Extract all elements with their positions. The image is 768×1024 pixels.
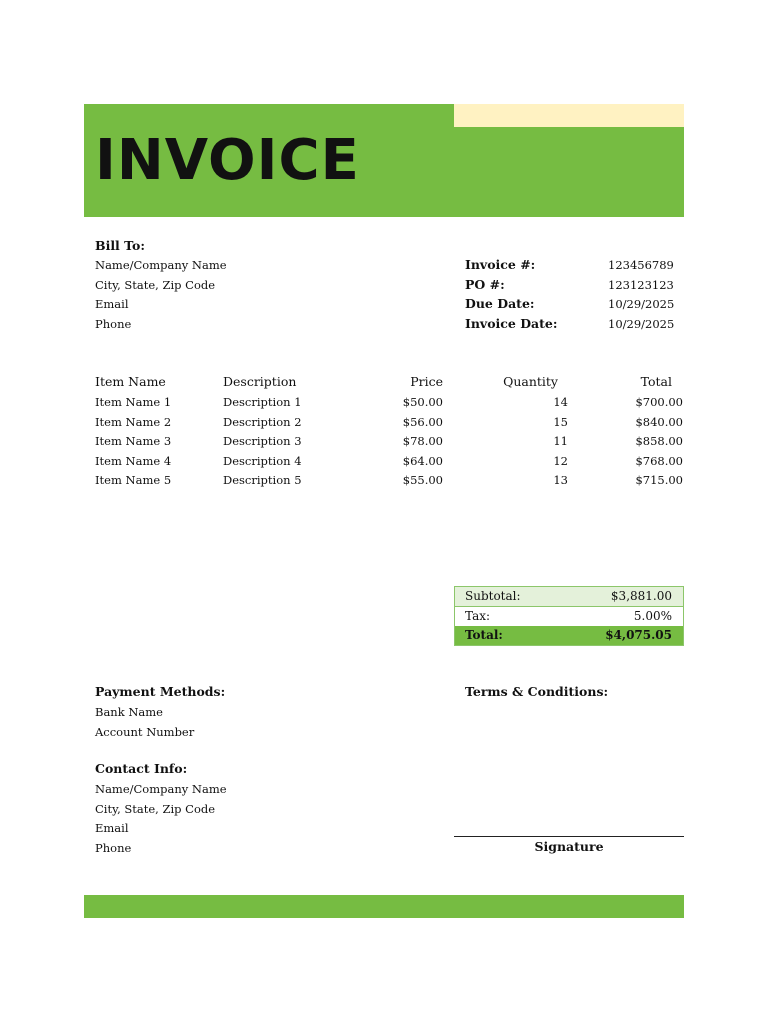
- item-quantity-cell: 14: [553, 395, 568, 409]
- contact-info-label: Contact Info:: [95, 761, 188, 776]
- item-total-cell: $715.00: [635, 473, 683, 487]
- invoice-number-label: Invoice #:: [465, 257, 536, 272]
- due-date-label: Due Date:: [465, 296, 535, 311]
- po-number-value: 123123123: [608, 277, 674, 292]
- meta-row-invoice-number: [465, 257, 684, 277]
- subtotal-row: [455, 587, 683, 607]
- items-header-row: [95, 373, 684, 394]
- header-accent-bar: [454, 104, 684, 127]
- item-total-cell: $700.00: [635, 395, 683, 409]
- table-row: [95, 433, 684, 453]
- table-row: [95, 453, 684, 473]
- table-row: [95, 414, 684, 434]
- tax-row: [455, 607, 683, 626]
- account-number: Account Number: [95, 724, 195, 739]
- bill-to-phone: Phone: [95, 316, 132, 331]
- subtotal-label: Subtotal:: [465, 589, 521, 603]
- footer-band: [84, 895, 684, 918]
- item-quantity-cell: 12: [553, 453, 568, 468]
- invoice-title: INVOICE: [95, 128, 360, 193]
- col-header-item-name: Item Name: [95, 374, 166, 389]
- item-price-cell: $56.00: [402, 414, 443, 429]
- invoice-meta: [465, 257, 684, 335]
- contact-city: City, State, Zip Code: [95, 801, 216, 816]
- meta-row-po-number: [465, 277, 684, 297]
- item-price-cell: $55.00: [402, 473, 443, 487]
- invoice-number-value: 123456789: [608, 258, 674, 272]
- item-description-cell: Description 5: [223, 473, 302, 487]
- table-row: [95, 394, 684, 414]
- col-header-price: Price: [410, 374, 443, 389]
- item-total-cell: $768.00: [635, 453, 683, 468]
- total-label: Total:: [465, 628, 503, 642]
- item-total-cell: $858.00: [635, 434, 683, 448]
- col-header-total: Total: [640, 374, 672, 389]
- contact-email: Email: [95, 821, 129, 835]
- item-name-cell: Item Name 3: [95, 434, 172, 448]
- item-description-cell: Description 1: [223, 395, 302, 409]
- item-quantity-cell: 15: [553, 414, 568, 429]
- contact-info-details: [95, 781, 227, 859]
- bank-name: Bank Name: [95, 705, 163, 719]
- contact-name: Name/Company Name: [95, 782, 227, 796]
- invoice-date-value: 10/29/2025: [608, 316, 675, 331]
- col-header-description: Description: [223, 374, 297, 389]
- total-row: [455, 626, 683, 645]
- payment-methods-label: Payment Methods:: [95, 684, 226, 699]
- tax-label: Tax:: [465, 609, 491, 623]
- signature-label: Signature: [534, 839, 604, 854]
- item-quantity-cell: 13: [553, 473, 568, 487]
- payment-methods-details: [95, 704, 194, 743]
- contact-phone: Phone: [95, 840, 132, 855]
- items-table: [95, 373, 684, 492]
- bill-to-email: Email: [95, 297, 129, 311]
- item-name-cell: Item Name 4: [95, 453, 172, 468]
- bill-to-address: [95, 257, 227, 335]
- invoice-date-label: Invoice Date:: [465, 315, 558, 331]
- col-header-quantity: Quantity: [503, 374, 558, 389]
- item-price-cell: $78.00: [402, 434, 443, 448]
- bill-to-label: Bill To:: [95, 238, 145, 253]
- tax-value: 5.00%: [633, 609, 672, 623]
- item-name-cell: Item Name 1: [95, 395, 172, 409]
- item-description-cell: Description 2: [223, 414, 302, 429]
- item-name-cell: Item Name 5: [95, 473, 172, 487]
- item-quantity-cell: 11: [553, 434, 568, 448]
- terms-conditions-label: Terms & Conditions:: [465, 684, 609, 699]
- subtotal-value: $3,881.00: [610, 589, 672, 603]
- item-description-cell: Description 3: [223, 434, 302, 448]
- meta-row-invoice-date: [465, 316, 684, 336]
- item-total-cell: $840.00: [635, 414, 683, 429]
- item-price-cell: $50.00: [402, 395, 443, 409]
- po-number-label: PO #:: [465, 276, 505, 292]
- item-description-cell: Description 4: [223, 453, 302, 468]
- due-date-value: 10/29/2025: [608, 297, 675, 311]
- item-price-cell: $64.00: [402, 453, 443, 468]
- bill-to-name: Name/Company Name: [95, 258, 227, 272]
- total-value: $4,075.05: [605, 628, 672, 642]
- table-row: [95, 472, 684, 492]
- signature-line: [454, 836, 684, 837]
- item-name-cell: Item Name 2: [95, 414, 172, 429]
- bill-to-city: City, State, Zip Code: [95, 277, 216, 292]
- totals-box: [454, 586, 684, 646]
- meta-row-due-date: [465, 296, 684, 316]
